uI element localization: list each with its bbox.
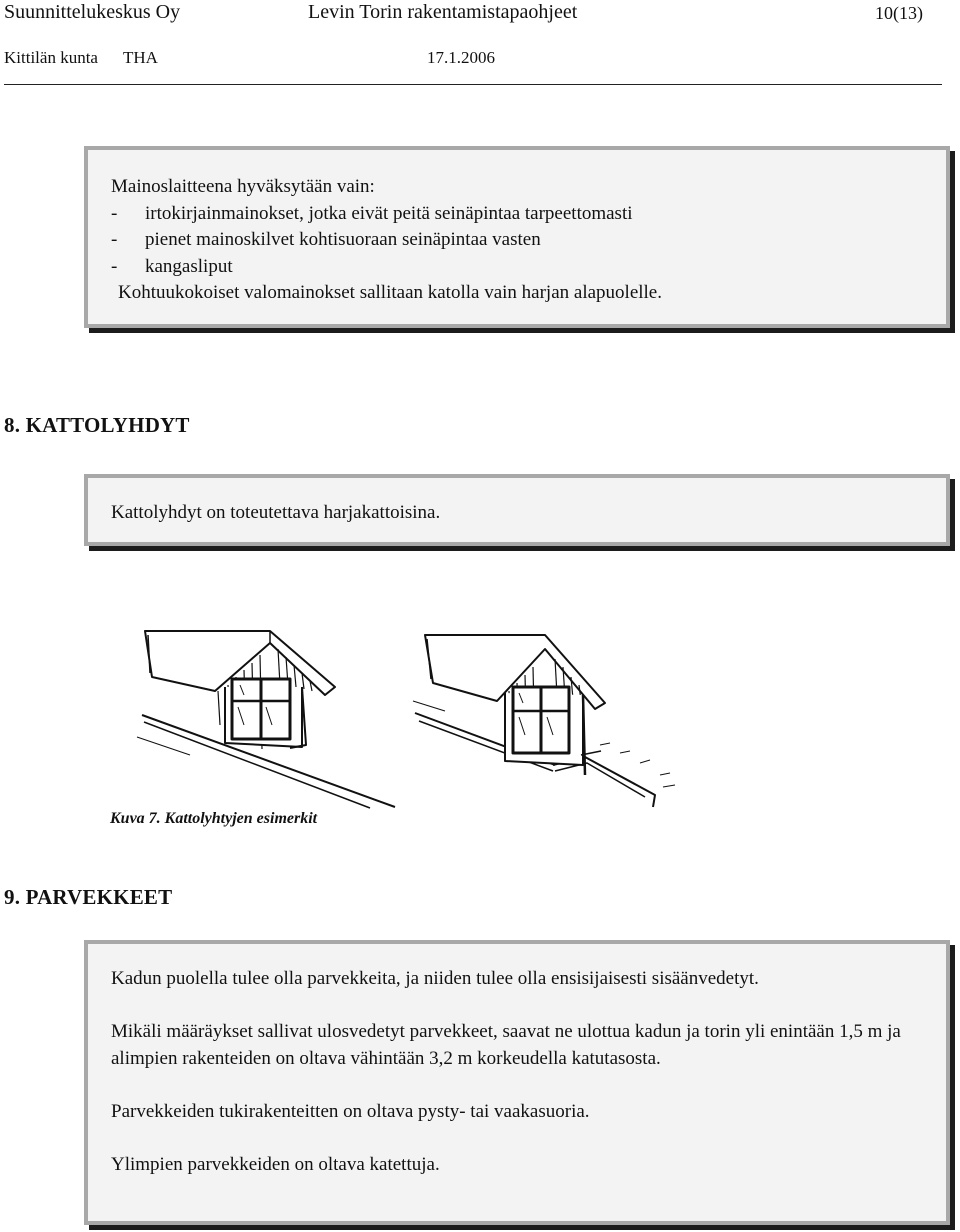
municipality: Kittilän kunta bbox=[4, 48, 98, 67]
list-item bbox=[111, 254, 922, 281]
balcony-paragraph: Ylimpien parvekkeiden on oltava katettuja. bbox=[111, 1153, 440, 1175]
balcony-paragraph: Mikäli määräykset sallivat ulosvedetyt parvekkeet, saavat ne ulottua kadun ja torin yli enintään 1,5 m ja alimpien rakenteiden on oltava vähintään 3,2 m korkeudella katutasosta. bbox=[111, 1021, 901, 1069]
document-date: 17.1.2006 bbox=[427, 48, 495, 67]
advertising-outro: Kohtuukokoiset valomainokset sallitaan katolla vain harjan alapuolelle. bbox=[118, 282, 662, 303]
dormer-rule-text: Kattolyhdyt on toteutettava harjakattoisina. bbox=[111, 502, 441, 523]
list-item-text: kangasliput bbox=[145, 255, 233, 277]
list-item bbox=[111, 201, 922, 228]
company-name: Suunnittelukeskus Oy bbox=[4, 1, 181, 23]
list-bullet: - bbox=[111, 202, 118, 224]
balcony-paragraph: Kadun puolella tulee olla parvekkeita, ja niiden tulee olla ensisijaisesti sisäänvedetyt. bbox=[111, 968, 759, 989]
page-number: 10(13) bbox=[875, 3, 923, 23]
dormer-rule-box bbox=[84, 474, 950, 546]
document-title: Levin Torin rakentamistapaohjeet bbox=[308, 1, 578, 23]
list-item bbox=[111, 227, 922, 254]
list-bullet: - bbox=[111, 255, 118, 277]
section-8-heading: 8. KATTOLYHDYT bbox=[4, 413, 190, 437]
balcony-paragraph: Parvekkeiden tukirakenteitten on oltava pysty- tai vaakasuoria. bbox=[111, 1100, 590, 1122]
unit: THA bbox=[123, 48, 158, 67]
list-item-text: irtokirjainmainokset, jotka eivät peitä seinäpintaa tarpeettomasti bbox=[145, 202, 633, 224]
advertising-intro: Mainoslaitteena hyväksytään vain: bbox=[111, 176, 375, 197]
list-item-text: pienet mainoskilvet kohtisuoraan seinäpintaa vasten bbox=[145, 229, 541, 250]
list-bullet: - bbox=[111, 229, 118, 250]
figure-caption: Kuva 7. Kattolyhtyjen esimerkit bbox=[110, 810, 318, 827]
dormer-sketch-2 bbox=[405, 625, 690, 810]
balcony-rules-box bbox=[84, 940, 950, 1225]
dormer-sketch-1 bbox=[130, 625, 400, 810]
advertising-box bbox=[84, 146, 950, 328]
header-rule bbox=[4, 84, 942, 85]
section-9-heading: 9. PARVEKKEET bbox=[4, 885, 173, 909]
